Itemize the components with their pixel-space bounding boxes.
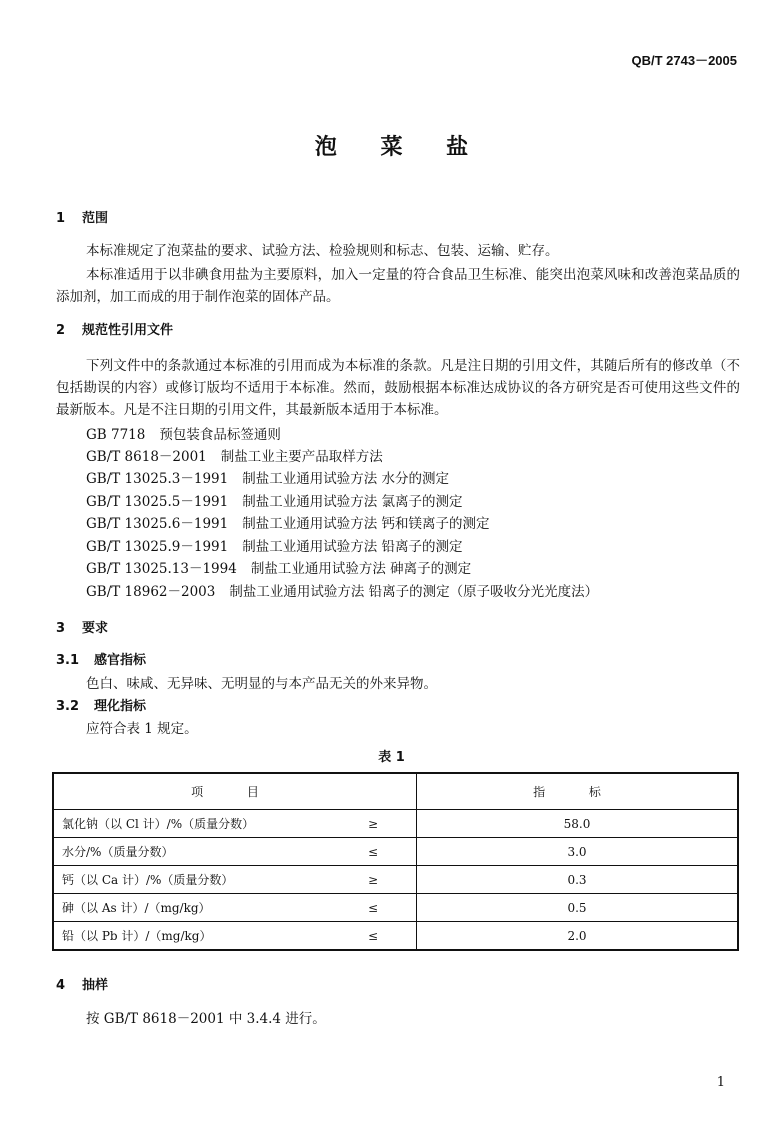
row-symbol: ≤ <box>360 922 417 951</box>
section-number: 2 <box>56 323 66 338</box>
section-3-1-text: 色白、味咸、无异味、无明显的与本产品无关的外来异物。 <box>86 676 437 692</box>
reference-item <box>86 513 490 535</box>
row-item: 水分/%（质量分数） <box>53 838 360 866</box>
reference-code: GB/T 8618－2001 <box>86 449 207 465</box>
reference-code: GB/T 13025.9－1991 <box>86 539 229 555</box>
section-number: 3.1 <box>56 653 80 668</box>
reference-title: 制盐工业通用试验方法 铅离子的测定 <box>242 539 463 555</box>
section-4-heading <box>56 975 108 997</box>
section-3-heading <box>56 618 108 640</box>
document-title: 泡 菜 盐 <box>314 134 487 160</box>
table-row <box>53 838 738 866</box>
section-number: 3.2 <box>56 699 80 714</box>
section-1-paragraph-2: 本标准适用于以非碘食用盐为主要原料，加入一定量的符合食品卫生标准、能突出泡菜风味和改善泡菜品质的添加剂，加工而成的用于制作泡菜的固体产品。 <box>56 267 740 305</box>
table-row <box>53 810 738 838</box>
reference-title: 制盐工业主要产品取样方法 <box>220 449 383 465</box>
section-number: 1 <box>56 211 66 226</box>
section-1-heading <box>56 208 108 230</box>
section-title: 规范性引用文件 <box>82 323 174 338</box>
reference-item <box>86 491 463 513</box>
reference-code: GB/T 13025.3－1991 <box>86 471 229 487</box>
header-value: 指 标 <box>417 773 739 810</box>
section-4-text: 按 GB/T 8618－2001 中 3.4.4 进行。 <box>86 1011 326 1027</box>
row-symbol: ≥ <box>360 866 417 894</box>
reference-title: 制盐工业通用试验方法 氯离子的测定 <box>242 494 463 510</box>
reference-code: GB/T 13025.5－1991 <box>86 494 229 510</box>
reference-title: 制盐工业通用试验方法 水分的测定 <box>242 471 450 487</box>
reference-code: GB/T 13025.13－1994 <box>86 561 237 577</box>
row-symbol: ≤ <box>360 838 417 866</box>
reference-item <box>86 581 598 603</box>
table-row <box>53 894 738 922</box>
row-item: 铅（以 Pb 计）/（mg/kg） <box>53 922 360 951</box>
table-row <box>53 922 738 951</box>
table-header-row <box>53 773 738 810</box>
standard-code: QB/T 2743－2005 <box>631 53 737 68</box>
table-row <box>53 866 738 894</box>
reference-item <box>86 536 463 558</box>
section-title: 抽样 <box>82 978 109 993</box>
header-item: 项 目 <box>53 773 417 810</box>
section-title: 感官指标 <box>94 653 147 668</box>
section-number: 3 <box>56 621 66 636</box>
table-caption: 表 1 <box>378 750 405 765</box>
row-value: 3.0 <box>417 838 739 866</box>
reference-title: 预包装食品标签通则 <box>159 427 281 443</box>
section-3-1-heading <box>56 650 146 672</box>
row-symbol: ≥ <box>360 810 417 838</box>
row-value: 58.0 <box>417 810 739 838</box>
row-symbol: ≤ <box>360 894 417 922</box>
section-title: 理化指标 <box>94 699 147 714</box>
row-value: 0.5 <box>417 894 739 922</box>
section-1-paragraph-1: 本标准规定了泡菜盐的要求、试验方法、检验规则和标志、包装、运输、贮存。 <box>86 243 559 259</box>
reference-title: 制盐工业通用试验方法 铅离子的测定（原子吸收分光光度法） <box>229 584 599 600</box>
row-value: 0.3 <box>417 866 739 894</box>
page-number: 1 <box>716 1075 725 1090</box>
reference-code: GB 7718 <box>86 427 146 443</box>
reference-item <box>86 468 449 490</box>
section-title: 要求 <box>82 621 109 636</box>
row-item: 氯化钠（以 Cl 计）/%（质量分数） <box>53 810 360 838</box>
reference-code: GB/T 18962－2003 <box>86 584 216 600</box>
reference-item <box>86 446 383 468</box>
row-item: 钙（以 Ca 计）/%（质量分数） <box>53 866 360 894</box>
reference-title: 制盐工业通用试验方法 钙和镁离子的测定 <box>242 516 490 532</box>
row-value: 2.0 <box>417 922 739 951</box>
specification-table <box>52 772 739 951</box>
section-title: 范围 <box>82 211 109 226</box>
section-2-paragraph: 下列文件中的条款通过本标准的引用而成为本标准的条款。凡是注日期的引用文件，其随后所有的修改单（不包括勘误的内容）或修订版均不适用于本标准。然而，鼓励根据本标准达成协议的各方研究是否可使用这些文件的最新版本。凡是不注日期的引用文件，其最新版本适用于本标准。 <box>56 358 740 418</box>
section-2-heading <box>56 320 173 342</box>
row-item: 砷（以 As 计）/（mg/kg） <box>53 894 360 922</box>
section-number: 4 <box>56 978 66 993</box>
section-3-2-text: 应符合表 1 规定。 <box>86 721 198 737</box>
reference-title: 制盐工业通用试验方法 砷离子的测定 <box>250 561 472 577</box>
reference-item <box>86 558 471 580</box>
section-3-2-heading <box>56 696 146 718</box>
reference-item <box>86 424 281 446</box>
reference-code: GB/T 13025.6－1991 <box>86 516 229 532</box>
